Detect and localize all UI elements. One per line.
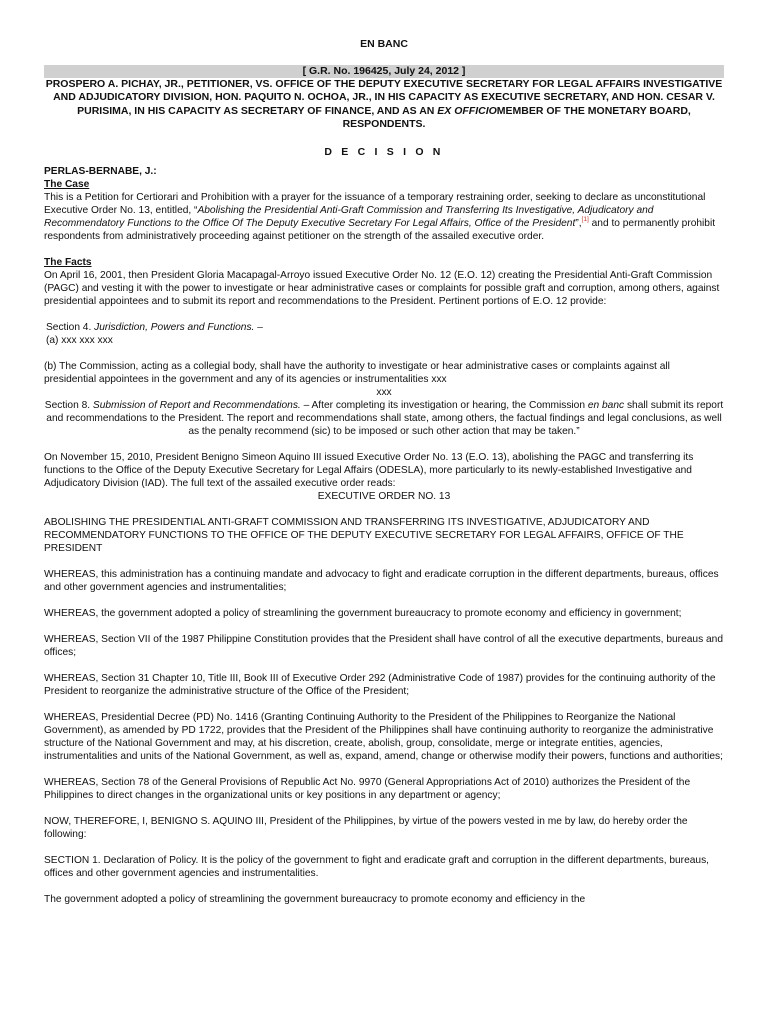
now-therefore: NOW, THEREFORE, I, BENIGNO S. AQUINO III, President of the Philippines, by virtue of the powers vested in me by law, do hereby order the following: (44, 815, 688, 840)
ellipsis-xxx: xxx (376, 386, 392, 398)
ex-officio-text: EX OFFICIO (437, 104, 497, 117)
case-text-after: and to permanently prohibit respondents from administratively proceeding against petitioner on the strength of the assailed executive order. (44, 217, 716, 242)
section-8-title: Submission of Report and Recommendations. (92, 399, 301, 411)
decision-document (44, 38, 724, 906)
case-parties (44, 78, 724, 132)
facts-paragraph-1: On April 16, 2001, then President Gloria Macapagal-Arroyo issued Executive Order No. 12 (E.O. 12) creating the Presidential Anti-Graft Commission (PAGC) and vesting it with the power to investigate or hear administrative cases or complaints for possible graft and corruption, among others, against presidential appointees and to submit its report and recommendations to the President. Pertinent portions of E.O. 12 provide: (44, 269, 720, 307)
case-number-bar: [ G.R. No. 196425, July 24, 2012 ] (44, 65, 724, 78)
parties-text-1: PROSPERO A. PICHAY, JR., PETITIONER, VS. OFFICE OF THE DEPUTY EXECUTIVE SECRETARY FOR LEGAL AFFAIRS INVESTIGATIVE AND ADJUDICATORY DIVISION, HON. PAQUITO N. OCHOA, JR., IN HIS CAPACITY AS EXECUTIVE SECRETARY, AND HON. CESAR V. PURISIMA, IN HIS CAPACITY AS SECRETARY OF FINANCE, AND AS AN (45, 78, 723, 117)
whereas-5: WHEREAS, Presidential Decree (PD) No. 1416 (Granting Continuing Authority to the President of the Philippines to Reorganize the National Government), as amended by PD 1722, provides that the President of the Philippines shall have continuing authority to reorganize the administrative structure of the National Government and may, at his discretion, create, abolish, group, consolidate, merge or integrate entities, agencies, instrumentalities and units of the National Government, as well as, expand, amend, change or otherwise modify their powers, functions and authorities; (44, 711, 723, 762)
ponente: PERLAS-BERNABE, J.: (44, 165, 157, 177)
eo-title-italic: Abolishing the Presidential Anti-Graft Commission and Transferring Its Investigative, Adjudicatory and Recommendatory Functions to the Office Of The Deputy Executive Secretary For Legal Affairs, Office of the President (44, 204, 654, 229)
whereas-2: WHEREAS, the government adopted a policy of streamlining the government bureaucracy to promote economy and efficiency in government; (44, 607, 682, 619)
section-4-label: Section 4. (46, 321, 95, 333)
section-1: SECTION 1. Declaration of Policy. It is the policy of the government to fight and eradicate graft and corruption in the different departments, bureaus, offices and other government agencies and instrumentalities. (44, 854, 709, 879)
section-4-title: Jurisdiction, Powers and Functions. – (94, 321, 263, 333)
eo-title: ABOLISHING THE PRESIDENTIAL ANTI-GRAFT COMMISSION AND TRANSFERRING ITS INVESTIGATIVE, ADJUDICATORY AND RECOMMENDATORY FUNCTIONS TO THE OFFICE OF THE DEPUTY EXECUTIVE SECRETARY FOR LEGAL AFFAIRS, OFFICE OF THE PRESIDENT (44, 516, 684, 554)
section-4-b: (b) The Commission, acting as a collegial body, shall have the authority to investigate or hear administrative cases or complaints against all presidential appointees in the government and any of its agencies or instrumentalities xxx (44, 360, 670, 385)
section-4 (44, 321, 724, 334)
whereas-3: WHEREAS, Section VII of the 1987 Philippine Constitution provides that the President shall have control of all the executive departments, bureaus and offices; (44, 633, 723, 658)
case-paragraph (44, 191, 724, 243)
whereas-4: WHEREAS, Section 31 Chapter 10, Title III, Book III of Executive Order 292 (Administrative Code of 1987) provides for the continuing authority of the President to reorganize the administrative structure of the Office of the President; (44, 672, 716, 697)
en-banc-italic: en banc (587, 399, 625, 411)
whereas-1: WHEREAS, this administration has a continuing mandate and advocacy to fight and eradicate corruption in the different departments, bureaus, offices and other government agencies and instrumentalities; (44, 568, 719, 593)
section-8-label: Section 8. (44, 399, 93, 411)
court-division: EN BANC (360, 38, 408, 50)
decision-title: D E C I S I O N (324, 145, 444, 158)
case-heading: The Case (44, 178, 90, 190)
section-8-text-1: – After completing its investigation or hearing, the Commission (300, 399, 588, 411)
section-8 (44, 399, 724, 438)
policy-paragraph: The government adopted a policy of streamlining the government bureaucracy to promote economy and efficiency in the (44, 893, 586, 905)
facts-paragraph-2: On November 15, 2010, President Benigno Simeon Aquino III issued Executive Order No. 13 (E.O. 13), abolishing the PAGC and transferring its functions to the Office of the Deputy Executive Secretary for Legal Affairs (ODESLA), more particularly to its newly-established Investigative and Adjudicatory Division (IAD). The full text of the assailed executive order reads: (44, 451, 694, 489)
parties-text-2: MEMBER OF THE MONETARY BOARD, RESPONDENTS. (342, 104, 691, 131)
facts-heading: The Facts (44, 256, 92, 268)
whereas-6: WHEREAS, Section 78 of the General Provisions of Republic Act No. 9970 (General Appropriations Act of 2010) authorizes the President of the Philippines to direct changes in the organizational units or key positions in any department or agency; (44, 776, 691, 801)
section-8-text-2: shall submit its report and recommendations to the President. The report and recommendations shall state, among others, the factual findings and legal conclusions, as well as the penalty recommend (sic) to be imposed or such other action that may be taken.” (46, 399, 724, 437)
closing-quote: ”, (575, 217, 582, 229)
footnote-link[interactable]: [1] (581, 215, 589, 223)
eo-13-heading: EXECUTIVE ORDER NO. 13 (317, 490, 451, 502)
case-text-before: This is a Petition for Certiorari and Prohibition with a prayer for the issuance of a temporary restraining order, seeking to declare as unconstitutional Executive Order No. 13, entitled, “ (44, 191, 706, 216)
section-4-a: (a) xxx xxx xxx (46, 334, 113, 346)
